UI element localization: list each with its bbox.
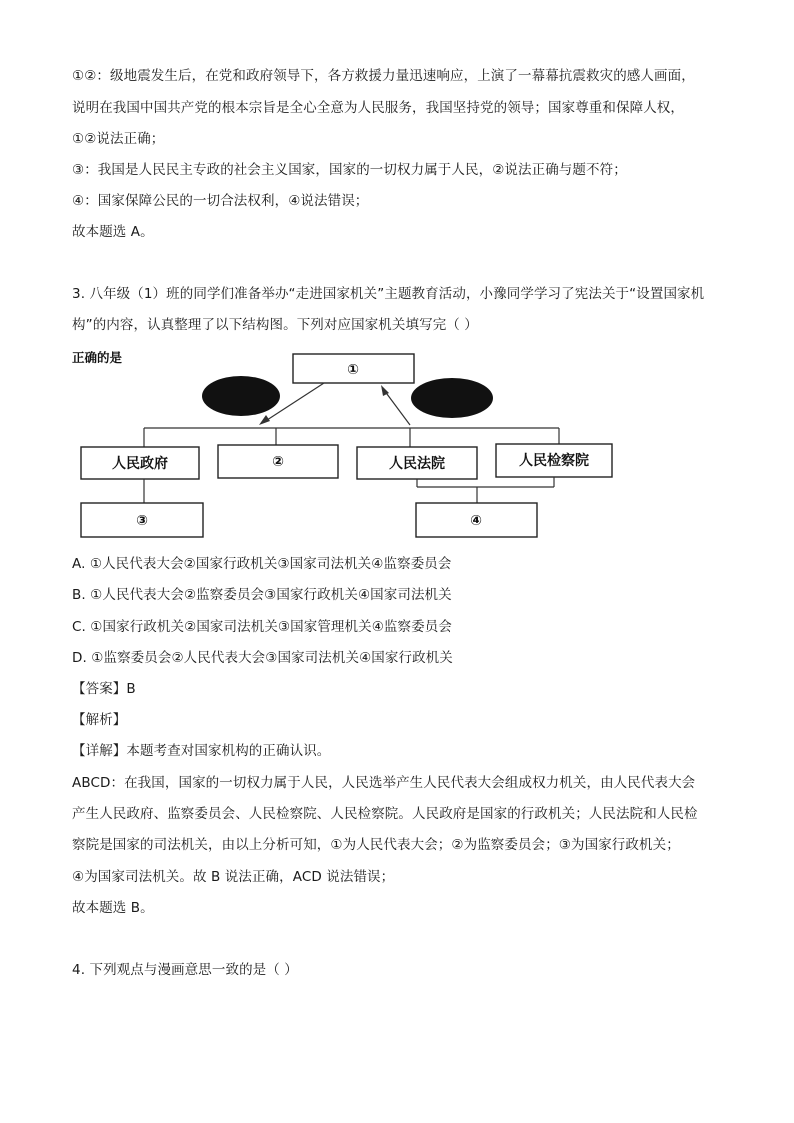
explanation-line: ④为国家司法机关。故 B 说法正确，ACD 说法错误；: [72, 869, 395, 885]
text-line: ①②说法正确；: [72, 131, 165, 147]
option-c: C. ①国家行政机关②国家司法机关③国家管理机关④监察委员会: [72, 619, 452, 635]
option-a: A. ①人民代表大会②国家行政机关③国家司法机关④监察委员会: [72, 556, 452, 572]
box-label: 人民法院: [389, 456, 445, 472]
top-box-label: ①: [347, 362, 359, 378]
option-d: D. ①监察委员会②人民代表大会③国家司法机关④国家行政机关: [72, 650, 453, 666]
box-label: ②: [272, 454, 284, 470]
analysis-label: 【解析】: [72, 712, 127, 728]
text-line: 说明在我国中国共产党的根本宗旨是全心全意为人民服务，我国坚持党的领导；国家尊重和保障人权，: [72, 100, 684, 116]
arrow-branch-to-top: [384, 390, 410, 425]
explanation-line: 【详解】本题考查对国家机构的正确认识。: [72, 743, 331, 759]
answer-line: 【答案】B: [72, 681, 136, 697]
question-3-stem: 构”的内容，认真整理了以下结构图。下列对应国家机关填写完（ ）: [72, 317, 478, 333]
box-label: ③: [136, 513, 148, 529]
hidden-label-ellipse-right: [411, 378, 493, 418]
arrowhead-left: [259, 415, 270, 425]
state-organ-structure-diagram: [0, 0, 794, 560]
explanation-line: 故本题选 B。: [72, 900, 154, 916]
text-line: 故本题选 A。: [72, 224, 154, 240]
diagram-caption: 正确的是: [72, 350, 123, 365]
explanation-line: 产生人民政府、监察委员会、人民检察院、人民检察院。人民政府是国家的行政机关；人民法院和人民检: [72, 806, 698, 822]
option-b: B. ①人民代表大会②监察委员会③国家行政机关④国家司法机关: [72, 587, 452, 603]
hidden-label-ellipse-left: [202, 376, 280, 416]
text-line: ④：国家保障公民的一切合法权利，④说法错误；: [72, 193, 369, 209]
box-label: ④: [470, 513, 482, 529]
explanation-line: 察院是国家的司法机关，由以上分析可知，①为人民代表大会；②为监察委员会；③为国家行政机关；: [72, 837, 680, 853]
question-4-stem: 4. 下列观点与漫画意思一致的是（ ）: [72, 962, 298, 978]
question-3-stem: 3. 八年级（1）班的同学们准备举办“走进国家机关”主题教育活动，小豫同学学习了宪法关于“设置国家机: [72, 286, 705, 302]
explanation-line: ABCD：在我国，国家的一切权力属于人民，人民选举产生人民代表大会组成权力机关，由人民代表大会: [72, 775, 696, 791]
text-line: ①②：级地震发生后，在党和政府领导下，各方救援力量迅速响应，上演了一幕幕抗震救灾的感人画面，: [72, 68, 695, 84]
box-label: 人民政府: [112, 456, 168, 472]
text-line: ③：我国是人民民主专政的社会主义国家，国家的一切权力属于人民，②说法正确与题不符；: [72, 162, 627, 178]
box-label: 人民检察院: [519, 453, 589, 469]
